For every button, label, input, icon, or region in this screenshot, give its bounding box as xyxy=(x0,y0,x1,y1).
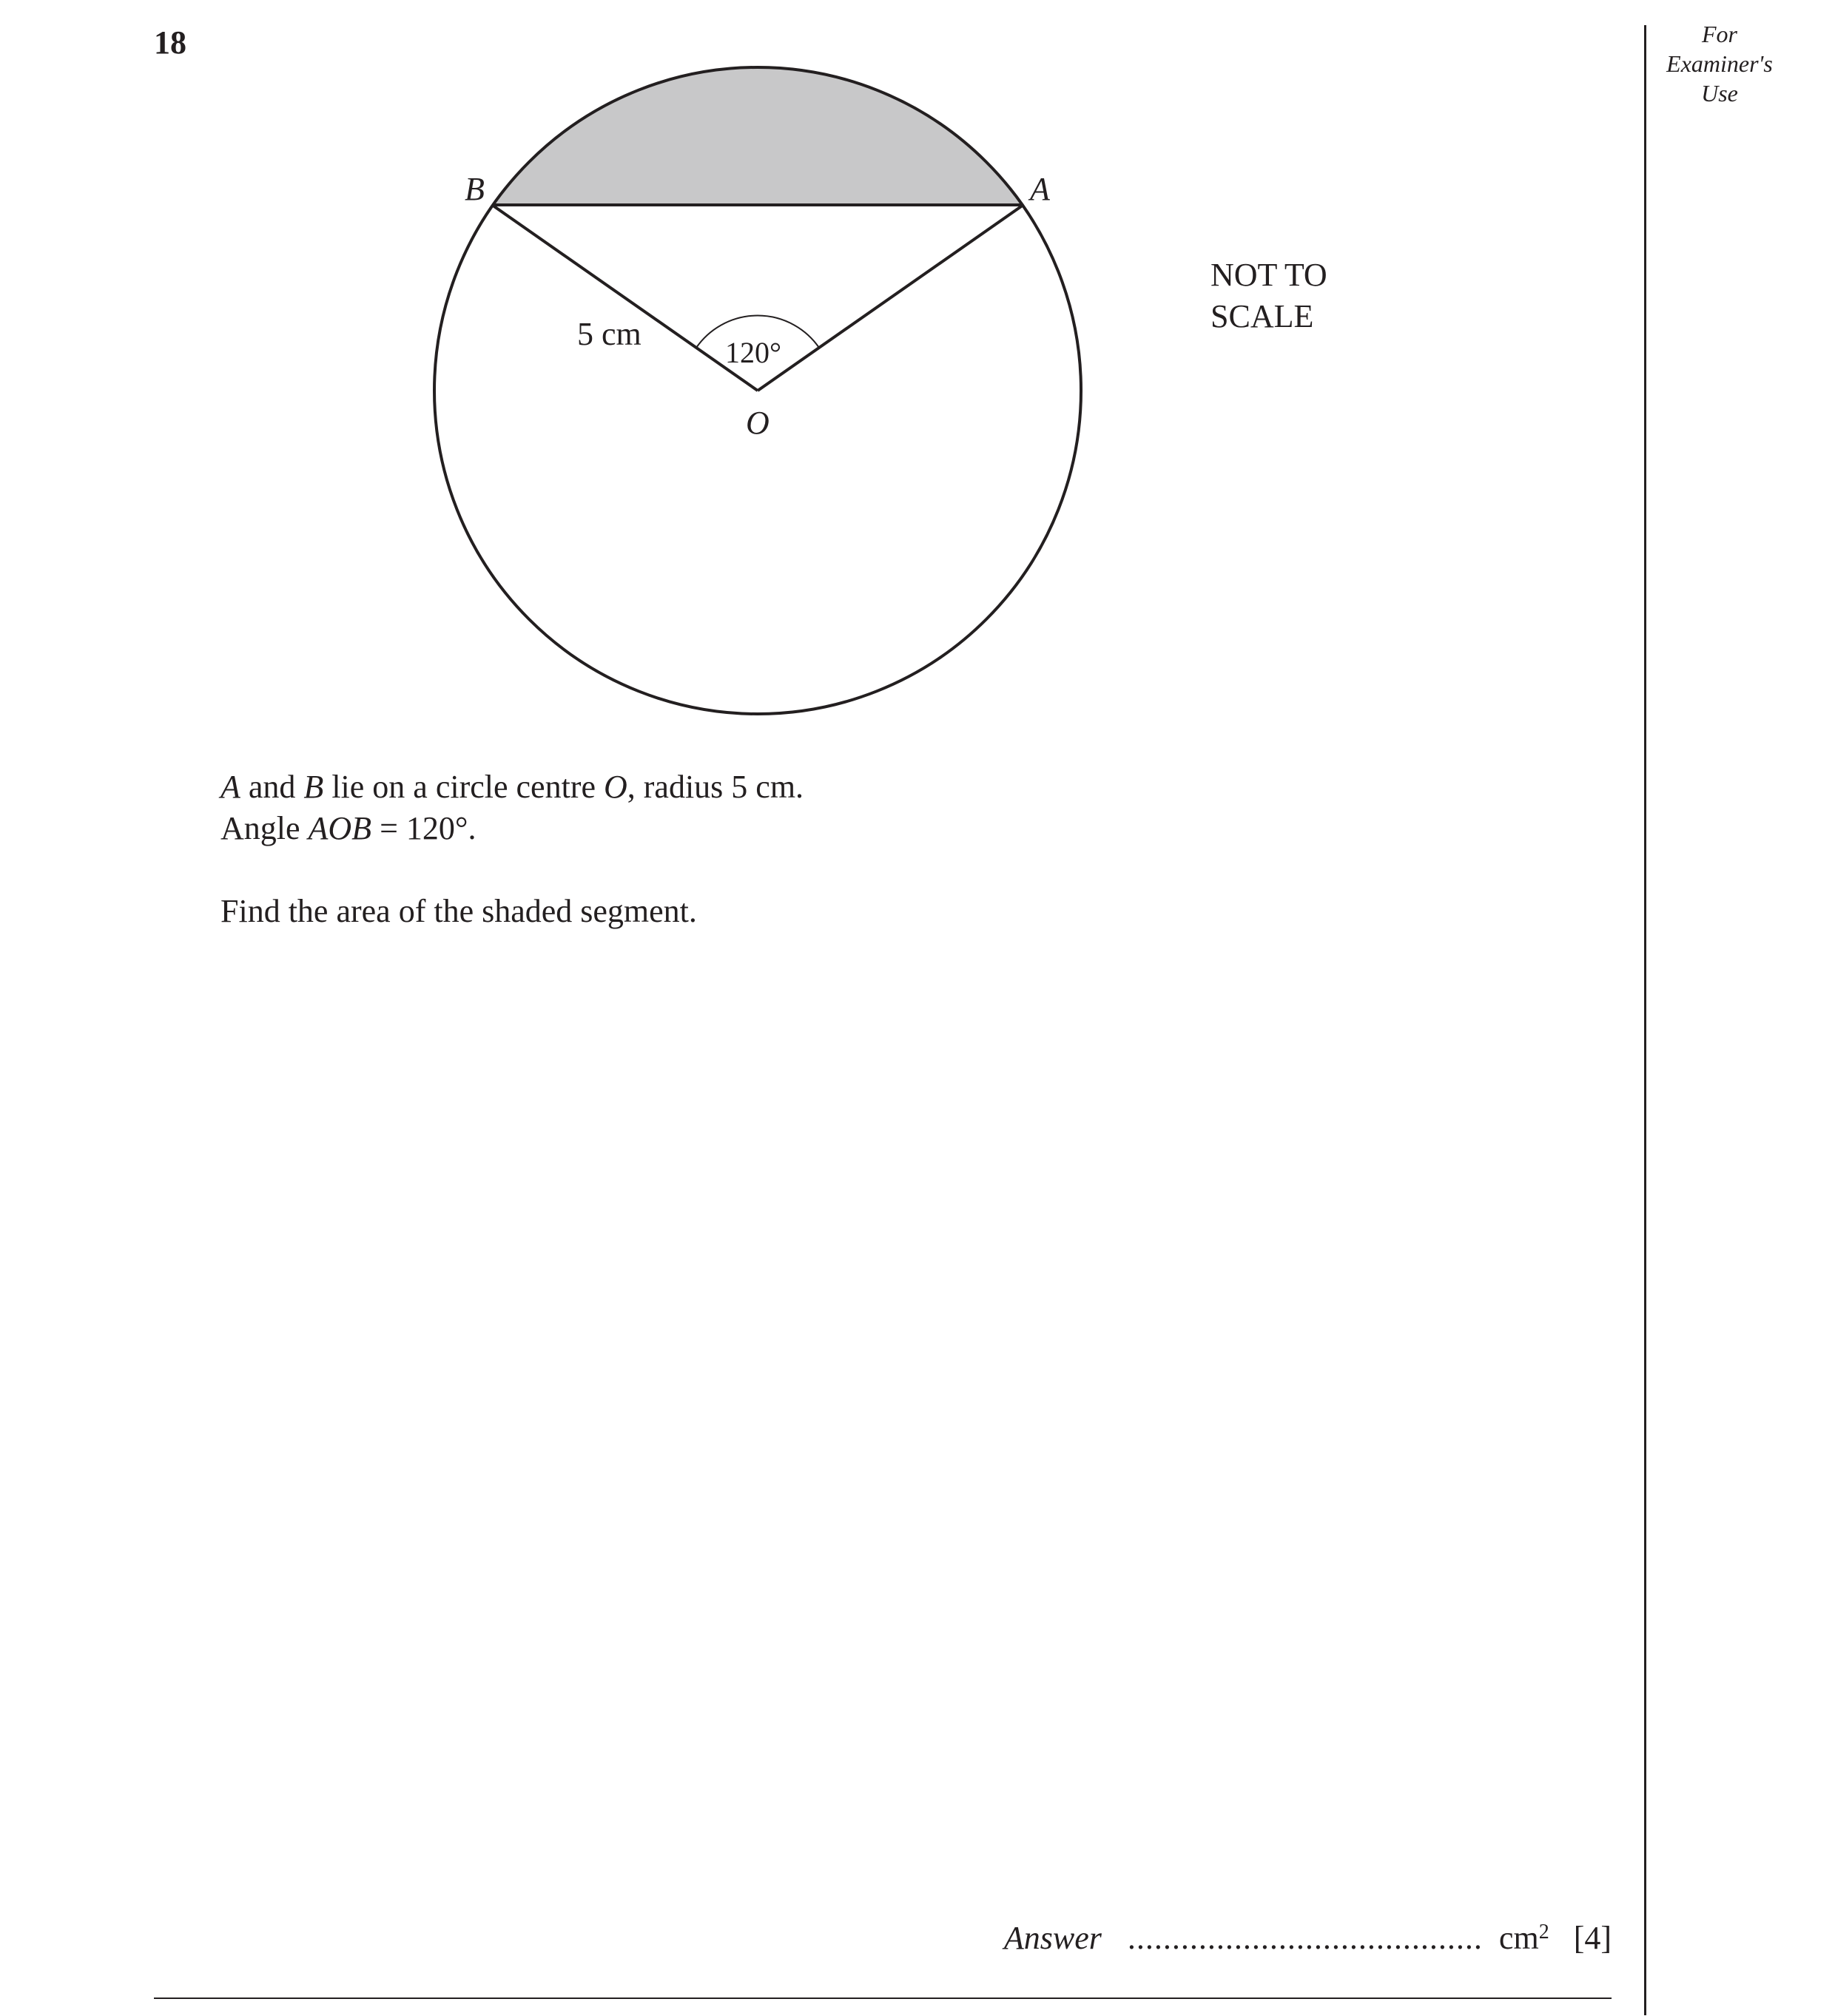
label-radius: 5 cm xyxy=(577,316,642,352)
var-o: O xyxy=(603,769,627,805)
unit-power: 2 xyxy=(1538,1921,1549,1943)
radius-oa xyxy=(758,205,1023,391)
label-a: A xyxy=(1030,171,1050,207)
label-o: O xyxy=(746,405,770,441)
examiner-line-1: For xyxy=(1702,21,1737,47)
answer-unit: $cm^2$ xyxy=(1498,1920,1549,1956)
answer-blank[interactable]: ........................................ xyxy=(1127,1920,1483,1956)
circle-diagram xyxy=(0,0,1835,740)
note-line-2: SCALE xyxy=(1211,298,1314,334)
bottom-rule xyxy=(154,1998,1612,1999)
examiner-line-3: Use xyxy=(1701,80,1738,107)
text-lie-on: lie on a circle centre xyxy=(323,769,604,805)
var-a: A xyxy=(220,769,240,805)
answer-label: Answer xyxy=(1003,1920,1102,1956)
note-line-1: NOT TO xyxy=(1211,257,1327,293)
answer-line xyxy=(1004,1919,1612,1957)
label-angle: 120° xyxy=(725,336,781,369)
label-b: B xyxy=(465,171,485,207)
examiner-line-2: Examiner's xyxy=(1666,50,1773,77)
var-b: B xyxy=(303,769,324,805)
question-instruction: Find the area of the shaded segment. xyxy=(220,893,697,929)
text-angle-value: = 120°. xyxy=(371,810,477,846)
question-line-1 xyxy=(220,766,804,808)
answer-marks: [4] xyxy=(1573,1920,1612,1956)
text-radius: , radius 5 cm. xyxy=(627,769,804,805)
text-angle: Angle xyxy=(220,810,309,846)
shaded-segment xyxy=(492,66,1023,205)
not-to-scale-note xyxy=(1211,254,1327,337)
text-and: and xyxy=(240,769,304,805)
var-aob: AOB xyxy=(308,810,372,846)
question-line-2 xyxy=(220,808,476,849)
radius-ob xyxy=(492,205,758,391)
question-number: 18 xyxy=(154,24,186,61)
